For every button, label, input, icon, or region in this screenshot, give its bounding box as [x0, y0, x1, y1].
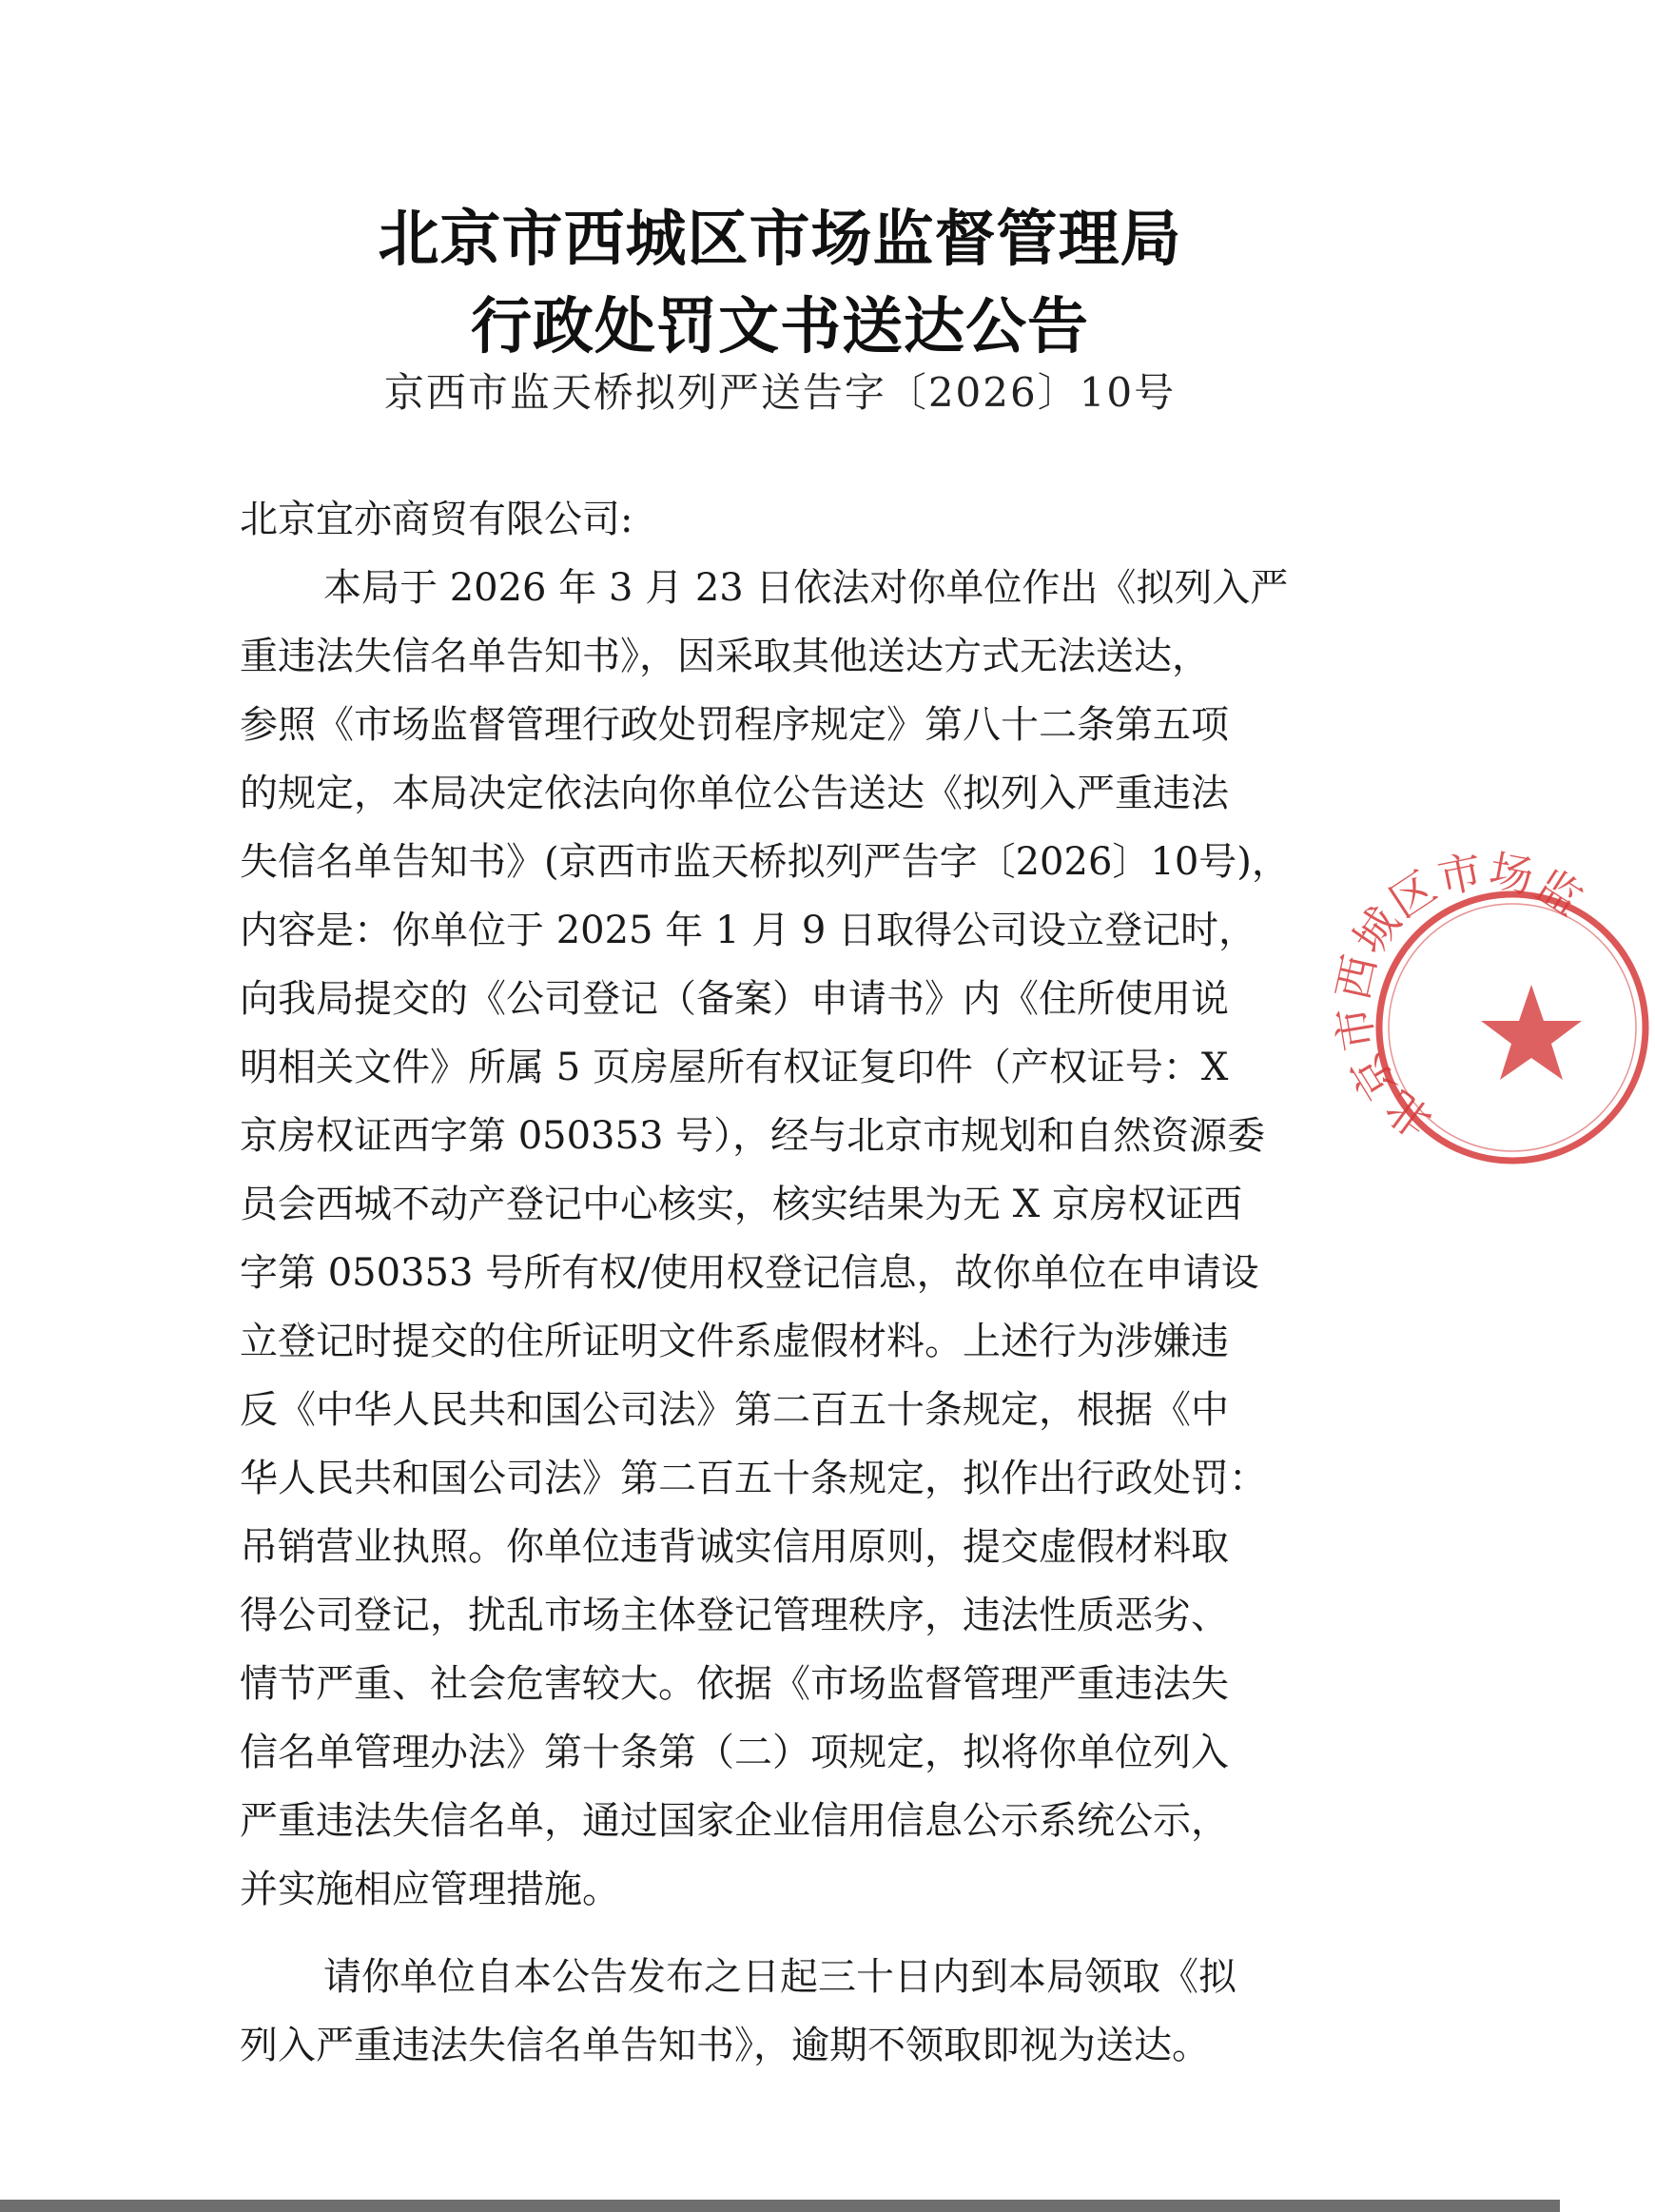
body-line: 京房权证西字第 050353 号），经与北京市规划和自然资源委	[240, 1114, 1266, 1158]
body-line: 严重违法失信名单，通过国家企业信用信息公示系统公示，	[240, 1799, 1229, 1843]
body-line: 信名单管理办法》第十条第（二）项规定，拟将你单位列入	[240, 1731, 1229, 1774]
body-line: 明相关文件》所属 5 页房屋所有权证复印件（产权证号：X	[240, 1046, 1229, 1089]
body-line: 请你单位自本公告发布之日起三十日内到本局领取《拟	[323, 1955, 1236, 1999]
seal-star-icon	[1481, 985, 1582, 1080]
body-line: 本局于 2026 年 3 月 23 日依法对你单位作出《拟列入严	[323, 566, 1289, 610]
body-line: 得公司登记，扰乱市场主体登记管理秩序，违法性质恶劣、	[240, 1594, 1229, 1637]
body-line: 列入严重违法失信名单告知书》，逾期不领取即视为送达。	[240, 2024, 1210, 2067]
document-title-line2: 行政处罚文书送达公告	[471, 291, 1089, 362]
body-line: 情节严重、社会危害较大。依据《市场监督管理严重违法失	[240, 1662, 1229, 1706]
body-line: 吊销营业执照。你单位违背诚实信用原则，提交虚假材料取	[240, 1525, 1229, 1569]
body-line: 并实施相应管理措施。	[240, 1868, 620, 1911]
seal-text: 北京市西城区市场监	[1326, 844, 1593, 1148]
body-line: 内容是：你单位于 2025 年 1 月 9 日取得公司设立登记时，	[240, 909, 1256, 952]
body-line: 华人民共和国公司法》第二百五十条规定，拟作出行政处罚：	[240, 1457, 1267, 1500]
body-line: 参照《市场监督管理行政处罚程序规定》第八十二条第五项	[240, 703, 1229, 747]
scan-bottom-edge	[0, 2200, 1560, 2212]
document-number: 京西市监天桥拟列严送告字〔2026〕10号	[383, 369, 1177, 416]
body-line: 的规定，本局决定依法向你单位公告送达《拟列入严重违法	[240, 772, 1229, 815]
body-line: 立登记时提交的住所证明文件系虚假材料。上述行为涉嫌违	[240, 1320, 1229, 1363]
body-line: 失信名单告知书》(京西市监天桥拟列严告字〔2026〕10号)，	[240, 840, 1290, 884]
body-line: 向我局提交的《公司登记（备案）申请书》内《住所使用说	[240, 977, 1229, 1021]
body-line: 字第 050353 号所有权/使用权登记信息，故你单位在申请设	[240, 1251, 1259, 1295]
official-seal	[1326, 844, 1655, 1170]
addressee: 北京宜亦商贸有限公司:	[240, 498, 633, 541]
body-line: 重违法失信名单告知书》，因采取其他送达方式无法送达，	[240, 635, 1210, 678]
body-line: 员会西城不动产登记中心核实，核实结果为无 X 京房权证西	[240, 1183, 1242, 1226]
svg-text:北京市西城区市场监	[1326, 845, 1593, 1148]
body-line: 反《中华人民共和国公司法》第二百五十条规定，根据《中	[240, 1388, 1229, 1432]
document-title-line1: 北京市西城区市场监督管理局	[378, 204, 1182, 275]
